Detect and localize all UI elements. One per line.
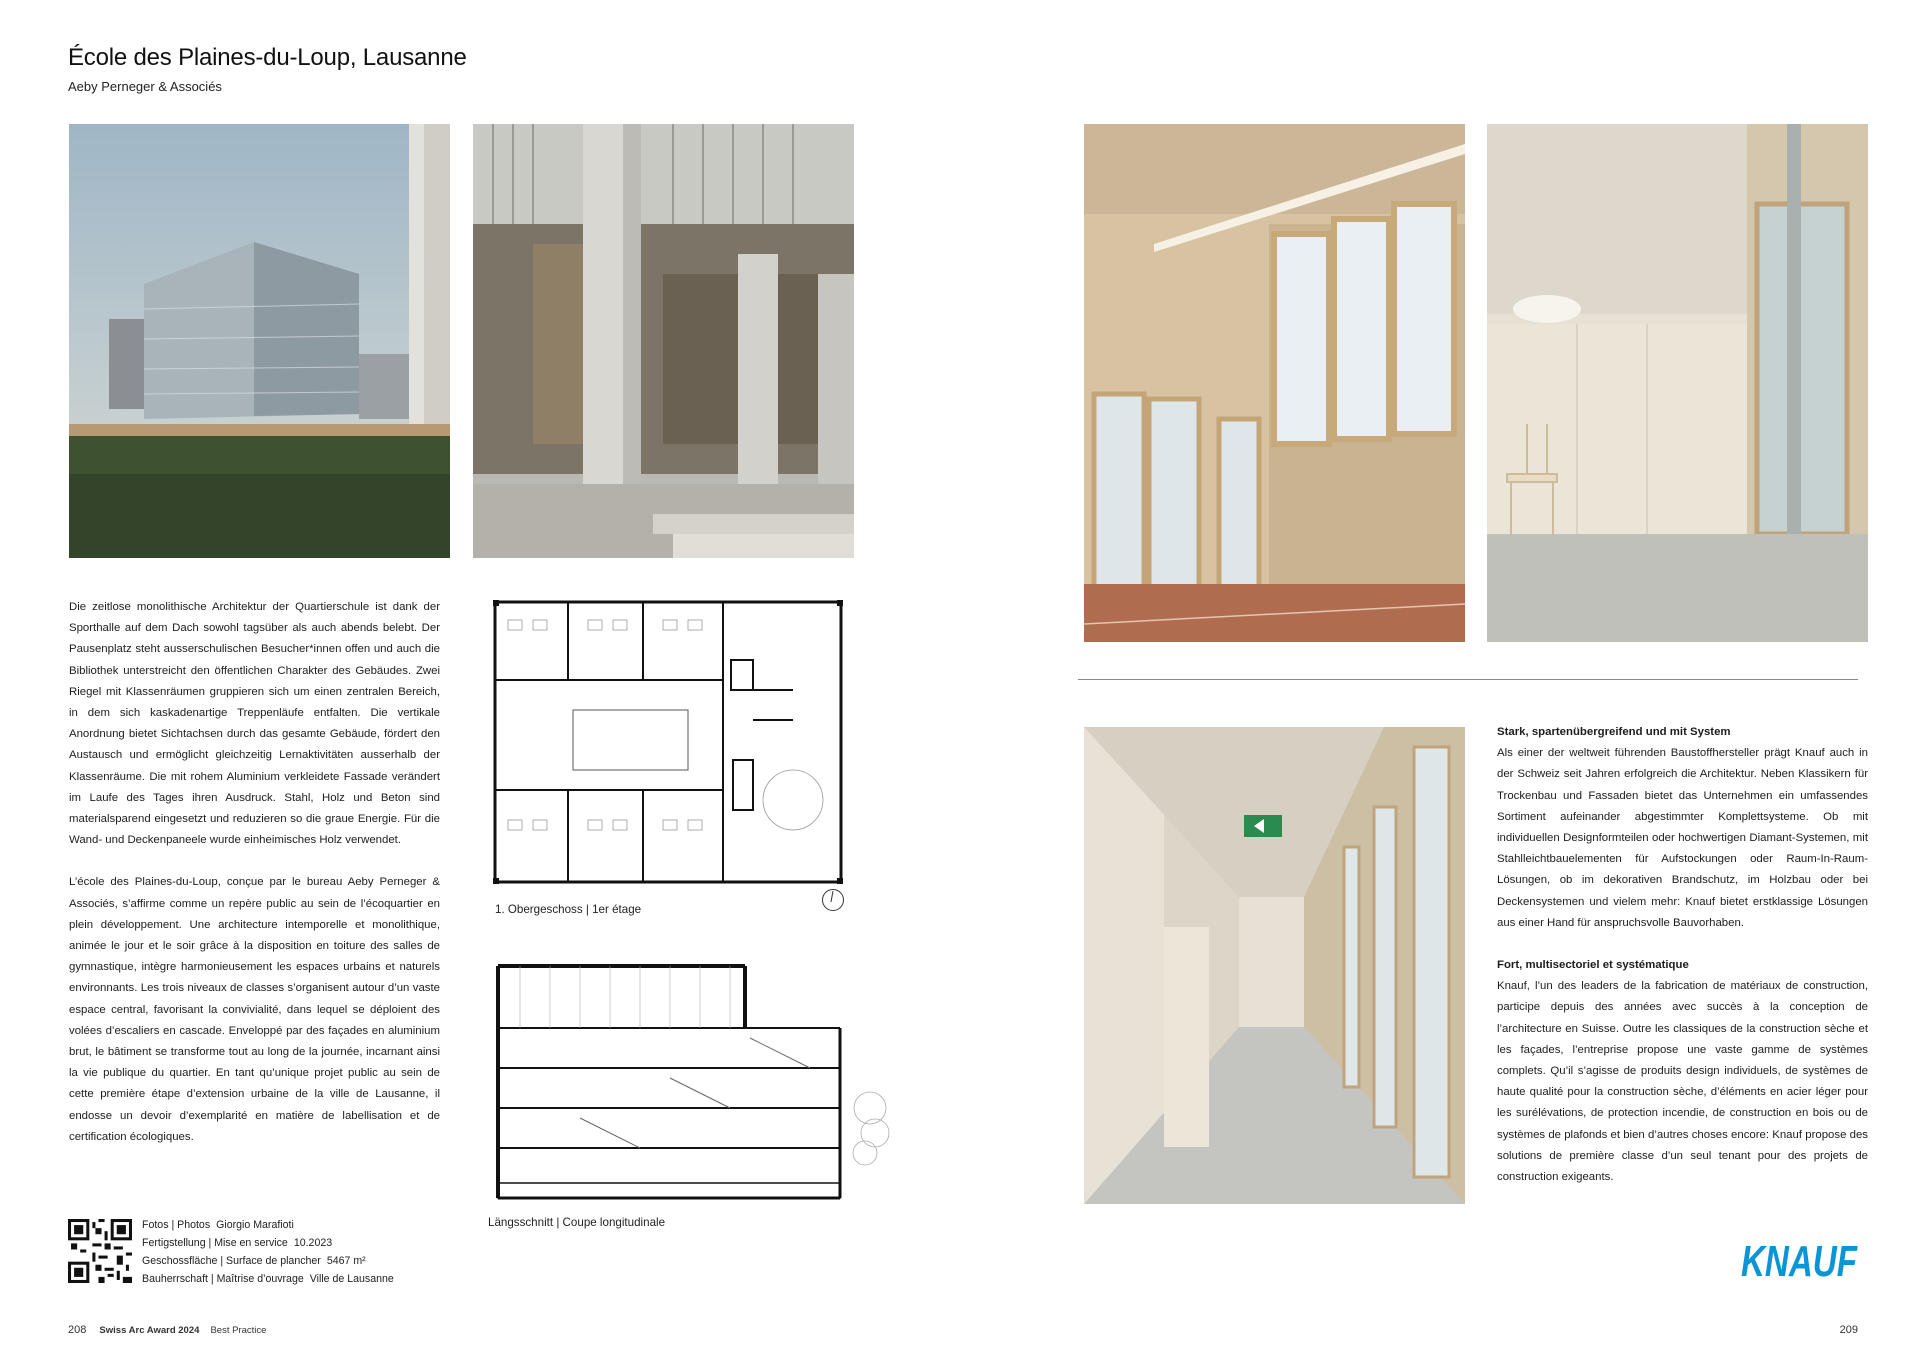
gym-interior-photo <box>1084 124 1465 642</box>
sponsor-text-de: Als einer der weltweit führenden Baustoffhersteller prägt Knauf auch in der Schweiz seit Jahren erfolgreich die Architektur. Neben Klassikern für Trockenbau und Fassaden bietet das Unternehmen ein umfassendes Sortiment aufeinander abgestimmter Komplettsysteme. Ob mit individuellen Designformteilen oder hochwertigen Diamant-Systemen, mit Stahlleichtbauelementen für Aufstockungen oder Raum-In-Raum-Lösungen, ob im dekorativen Brandschutz, im Holzbau oder bei Deckensystemen und vielem mehr: Knauf bietet erstklassige Lösungen aus einer Hand für anspruchsvolle Bauvorhaben. <box>1497 747 1868 929</box>
description-german: Die zeitlose monolithische Architektur der Quartierschule ist dank der Sporthalle auf dem Dach sowohl tagsüber als auch abends belebt. Der Pausenplatz steht ausserschulischen Besucher*innen offen und auch die Bibliothek unterstreicht den öffentlichen Charakter des Gebäudes. Zwei Riegel mit Klassenräumen gruppieren sich um einen zentralen Bereich, in dem sich kaskadenartige Treppenläufe entfalten. Die vertikale Anordnung bietet Sichtachsen durch das gesamte Gebäude, fördert den Austausch und ermöglicht gleichzeitig Lernaktivitäten ausserhalb der Klassenräume. Die mit rohem Aluminium verkleidete Fassade verändert im Laufe des Tages ihren Ausdruck. Stahl, Holz und Beton sind materialsparend eingesetzt und reduzieren so die graue Energie. Für die Wand- und Deckenpaneele wurde einheimisches Holz verwendet. <box>69 601 440 847</box>
svg-text:KNAUF: KNAUF <box>1741 1237 1858 1286</box>
sponsor-text <box>1497 722 1868 1209</box>
description-french: L’école des Plaines-du-Loup, conçue par le bureau Aeby Perneger & Associés, s’affirme comme un repère public au sein de l’écoquartier en plein développement. Une architecture intemporelle et monolithique, animée le jour et le soir grâce à la disposition en toiture des salles de gymnastique, intègre harmonieusement les espaces urbains et naturels environnants. Les trois niveaux de classes s’organisent autour d’un vaste espace central, favorisant la convivialité, dans lequel se déploient des volées d’escaliers en cascade. Enveloppé par des façades en aluminium brut, le bâtiment se transforme tout au long de la journée, incarnant ainsi la vie publique du quartier. En tant qu’unique projet public au sein de cette première étape d’extension urbaine de la ville de Lausanne, il endosse un devoir d’exemplarité en matière de labellisation et de certification écologiques. <box>69 876 440 1143</box>
project-credits <box>142 1216 394 1288</box>
architect-name: Aeby Perneger & Associés <box>68 79 222 94</box>
qr-code[interactable] <box>68 1219 132 1283</box>
sponsor-heading-fr: Fort, multisectoriel et systématique <box>1497 959 1689 972</box>
classroom-interior-photo <box>1487 124 1868 642</box>
credit-completion: Fertigstellung | Mise en service 10.2023 <box>142 1237 333 1249</box>
corridor-photo <box>1084 727 1465 1204</box>
publication-name: Swiss Arc Award 2024 <box>99 1325 200 1336</box>
page-number-left: 208 <box>68 1324 87 1336</box>
section-divider <box>1078 679 1858 680</box>
north-arrow-icon <box>821 888 845 912</box>
floor-plan-drawing <box>493 600 843 885</box>
page-title: École des Plaines-du-Loup, Lausanne <box>68 44 467 71</box>
knauf-logo <box>1741 1230 1859 1290</box>
footer-left <box>68 1324 266 1336</box>
facade-detail-photo <box>473 124 854 558</box>
section-caption: Längsschnitt | Coupe longitudinale <box>488 1216 666 1229</box>
floor-plan-caption: 1. Obergeschoss | 1er étage <box>495 903 642 916</box>
page-number-right: 209 <box>1839 1324 1858 1336</box>
credit-floor-area: Geschossfläche | Surface de plancher 5467 m² <box>142 1255 366 1267</box>
credit-photos: Fotos | Photos Giorgio Marafioti <box>142 1219 294 1231</box>
section-drawing <box>490 958 895 1203</box>
exterior-photo <box>69 124 450 558</box>
project-description <box>69 597 440 1169</box>
credit-client: Bauherrschaft | Maîtrise d’ouvrage Ville de Lausanne <box>142 1273 394 1285</box>
sponsor-heading-de: Stark, spartenübergreifend und mit System <box>1497 726 1731 738</box>
section-name: Best Practice <box>210 1325 267 1336</box>
sponsor-text-fr: Knauf, l’un des leaders de la fabrication de matériaux de construction, participe depuis des années avec succès à la conception de l’architecture en Suisse. Outre les classiques de la construction sèche et les façades, l’entreprise propose une vaste gamme de systèmes complets. Qu’il s’agisse de produits design individuels, de systèmes de haute qualité pour la construction sèche, d’éléments en acier léger pour les surélévations, de protection incendie, de construction en bois ou de systèmes de plafonds et bien d’autres choses encore: Knauf propose des solutions de première classe d’un seul tenant pour des projets de construction exigeants. <box>1497 980 1868 1184</box>
